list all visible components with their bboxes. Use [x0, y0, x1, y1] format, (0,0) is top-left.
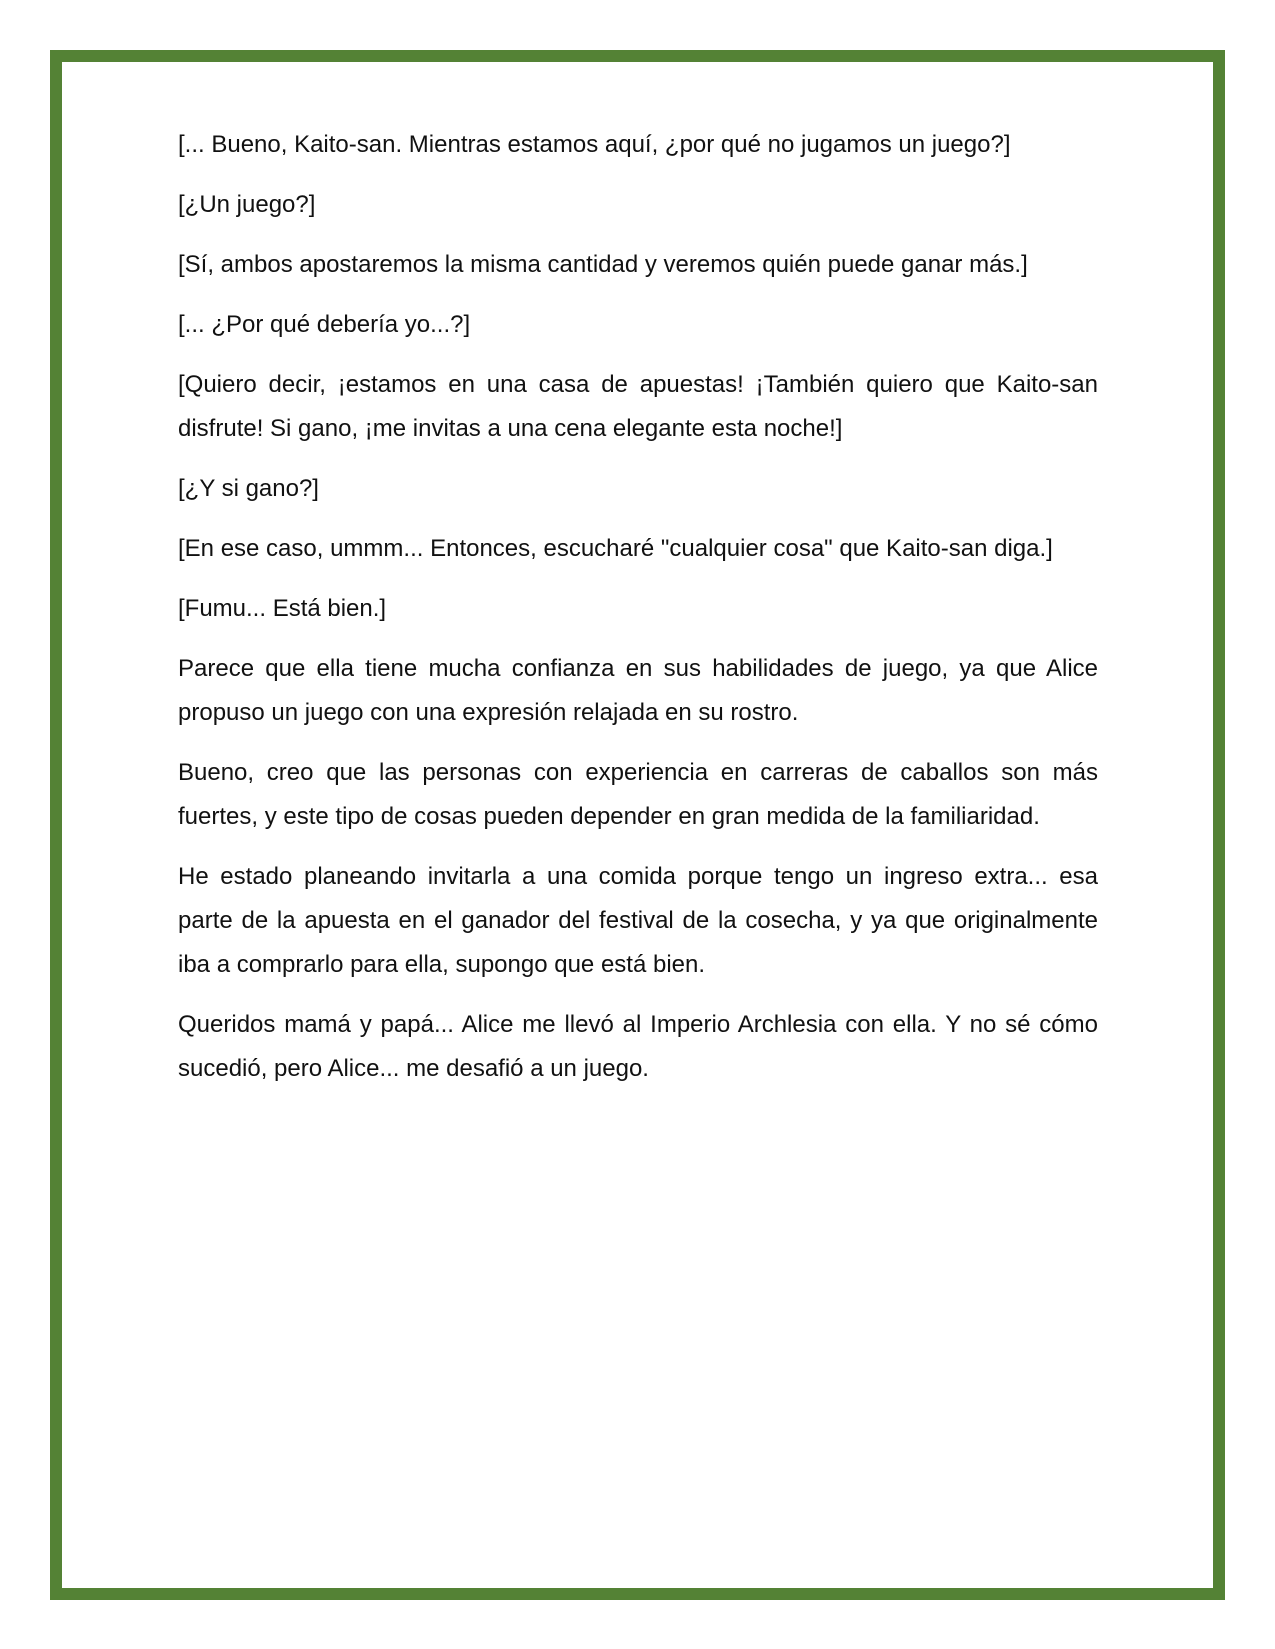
paragraph: Queridos mamá y papá... Alice me llevó al Imperio Archlesia con ella. Y no sé cómo sucedió, pero Alice... me desafió a un juego. [178, 1011, 1098, 1082]
paragraph: Parece que ella tiene mucha confianza en sus habilidades de juego, ya que Alice propuso un juego con una expresión relajada en su rostro. [178, 655, 1098, 726]
paragraph: [Fumu... Está bien.] [178, 595, 387, 622]
paragraph: He estado planeando invitarla a una comida porque tengo un ingreso extra... esa parte de la apuesta en el ganador del festival de la cosecha, y ya que originalmente iba a comprarlo para ella, supongo que está bien. [178, 863, 1098, 978]
paragraph: [... Bueno, Kaito-san. Mientras estamos aquí, ¿por qué no jugamos un juego?] [178, 131, 1011, 158]
document-body [178, 123, 1098, 1107]
paragraph: [Quiero decir, ¡estamos en una casa de apuestas! ¡También quiero que Kaito-san disfrute! Si gano, ¡me invitas a una cena elegante esta noche!] [178, 371, 1098, 442]
paragraph: [En ese caso, ummm... Entonces, escucharé "cualquier cosa" que Kaito-san diga.] [178, 535, 1053, 562]
paragraph: [¿Y si gano?] [178, 475, 319, 502]
paragraph: [¿Un juego?] [178, 191, 316, 218]
paragraph: [Sí, ambos apostaremos la misma cantidad y veremos quién puede ganar más.] [178, 251, 1028, 278]
paragraph: Bueno, creo que las personas con experiencia en carreras de caballos son más fuertes, y este tipo de cosas pueden depender en gran medida de la familiaridad. [178, 759, 1098, 830]
paragraph: [... ¿Por qué debería yo...?] [178, 311, 471, 338]
